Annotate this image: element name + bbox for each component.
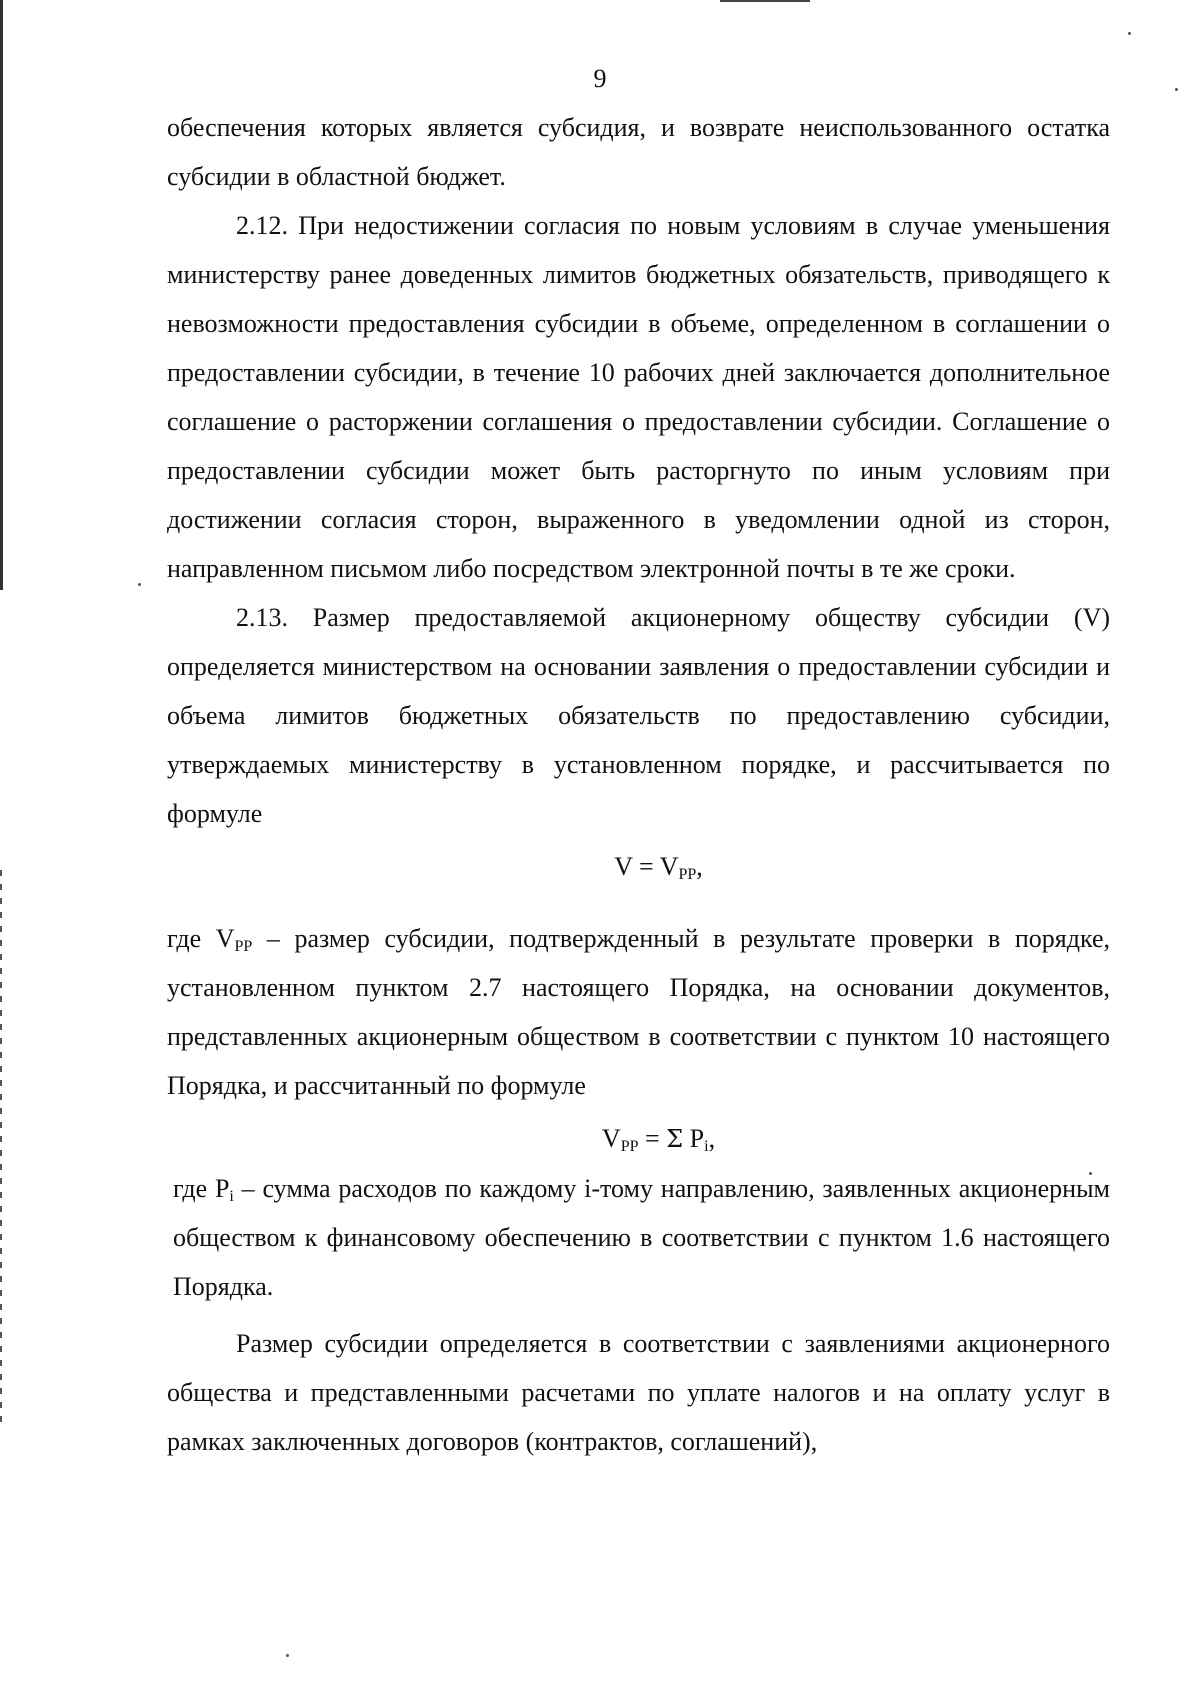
scan-edge-marks	[0, 870, 2, 1430]
paragraph-2-13: 2.13. Размер предоставляемой акционерному обществу субсидии (V) определяется министерством на основании заявления о предоставлении субсидии и объема лимитов бюджетных обязательств по предоставлению субсидии, утверждаемых министерству в установленном порядке, и рассчитывается по формуле	[167, 603, 1110, 828]
formula-v	[167, 842, 1110, 891]
formula-vpp-end: ,	[708, 1124, 716, 1153]
sigma-symbol: Σ	[666, 1125, 684, 1153]
formula-vpp-left: V	[601, 1124, 621, 1153]
paragraph-2-12: 2.12. При недостижении согласия по новым условиям в случае уменьшения министерству ранее доведенных лимитов бюджетных обязательств, приводящего к невозможности предоставления субсидии в объеме, определенном в соглашении о предоставлении субсидии, в течение 10 рабочих дней заключается дополнительное соглашение о расторжении соглашения о предоставлении субсидии. Соглашение о предоставлении субсидии может быть расторгнуто по иным условиям при достижении согласия сторон, выраженного в уведомлении одной из сторон, направленном письмом либо посредством электронной почты в те же сроки.	[167, 211, 1110, 583]
pi-definition-rest: – сумма расходов по каждому i-тому направлению, заявленных акционерным обществом к финансовому обеспечению в соответствии с пунктом 1.6 настоящего Порядка.	[173, 1174, 1110, 1301]
scan-speck	[286, 1654, 289, 1657]
vpp-definition-rest: – размер субсидии, подтвержденный в результате проверки в порядке, установленном пунктом 2.7 настоящего Порядка, на основании документов, представленных акционерным обществом в соответствии с пунктом 10 настоящего Порядка, и рассчитанный по формуле	[167, 924, 1110, 1100]
pi-definition-subscript: i	[229, 1188, 234, 1205]
paragraph-pi-definition	[167, 1164, 1110, 1311]
formula-vpp-subscript: PP	[620, 1138, 639, 1155]
formula-vpp-p: P	[683, 1124, 705, 1153]
formula-vpp	[167, 1114, 1110, 1164]
formula-vpp-equals: =	[638, 1124, 667, 1153]
paragraph-subsidy-size: Размер субсидии определяется в соответствии с заявлениями акционерного общества и представленными расчетами по уплате налогов и на оплату услуг в рамках заключенных договоров (контрактов, соглашений),	[167, 1329, 1110, 1456]
formula-v-end: ,	[696, 852, 703, 881]
scan-top-artifact	[720, 0, 810, 2]
formula-vpp-p-subscript: i	[704, 1138, 709, 1155]
paragraph-continuation: обеспечения которых является субсидия, и возврате неиспользованного остатка субсидии в областной бюджет.	[167, 113, 1110, 191]
scan-speck	[1128, 32, 1131, 35]
page-number: 9	[593, 64, 607, 93]
formula-v-subscript: PP	[678, 866, 697, 883]
vpp-definition-start: где V	[167, 924, 235, 953]
formula-v-left: V = V	[614, 852, 679, 881]
scan-speck	[138, 583, 141, 586]
document-body	[167, 103, 1110, 1466]
vpp-definition-subscript: PP	[234, 938, 253, 955]
paragraph-vpp-definition	[167, 914, 1110, 1110]
pi-definition-start: где P	[173, 1174, 230, 1203]
